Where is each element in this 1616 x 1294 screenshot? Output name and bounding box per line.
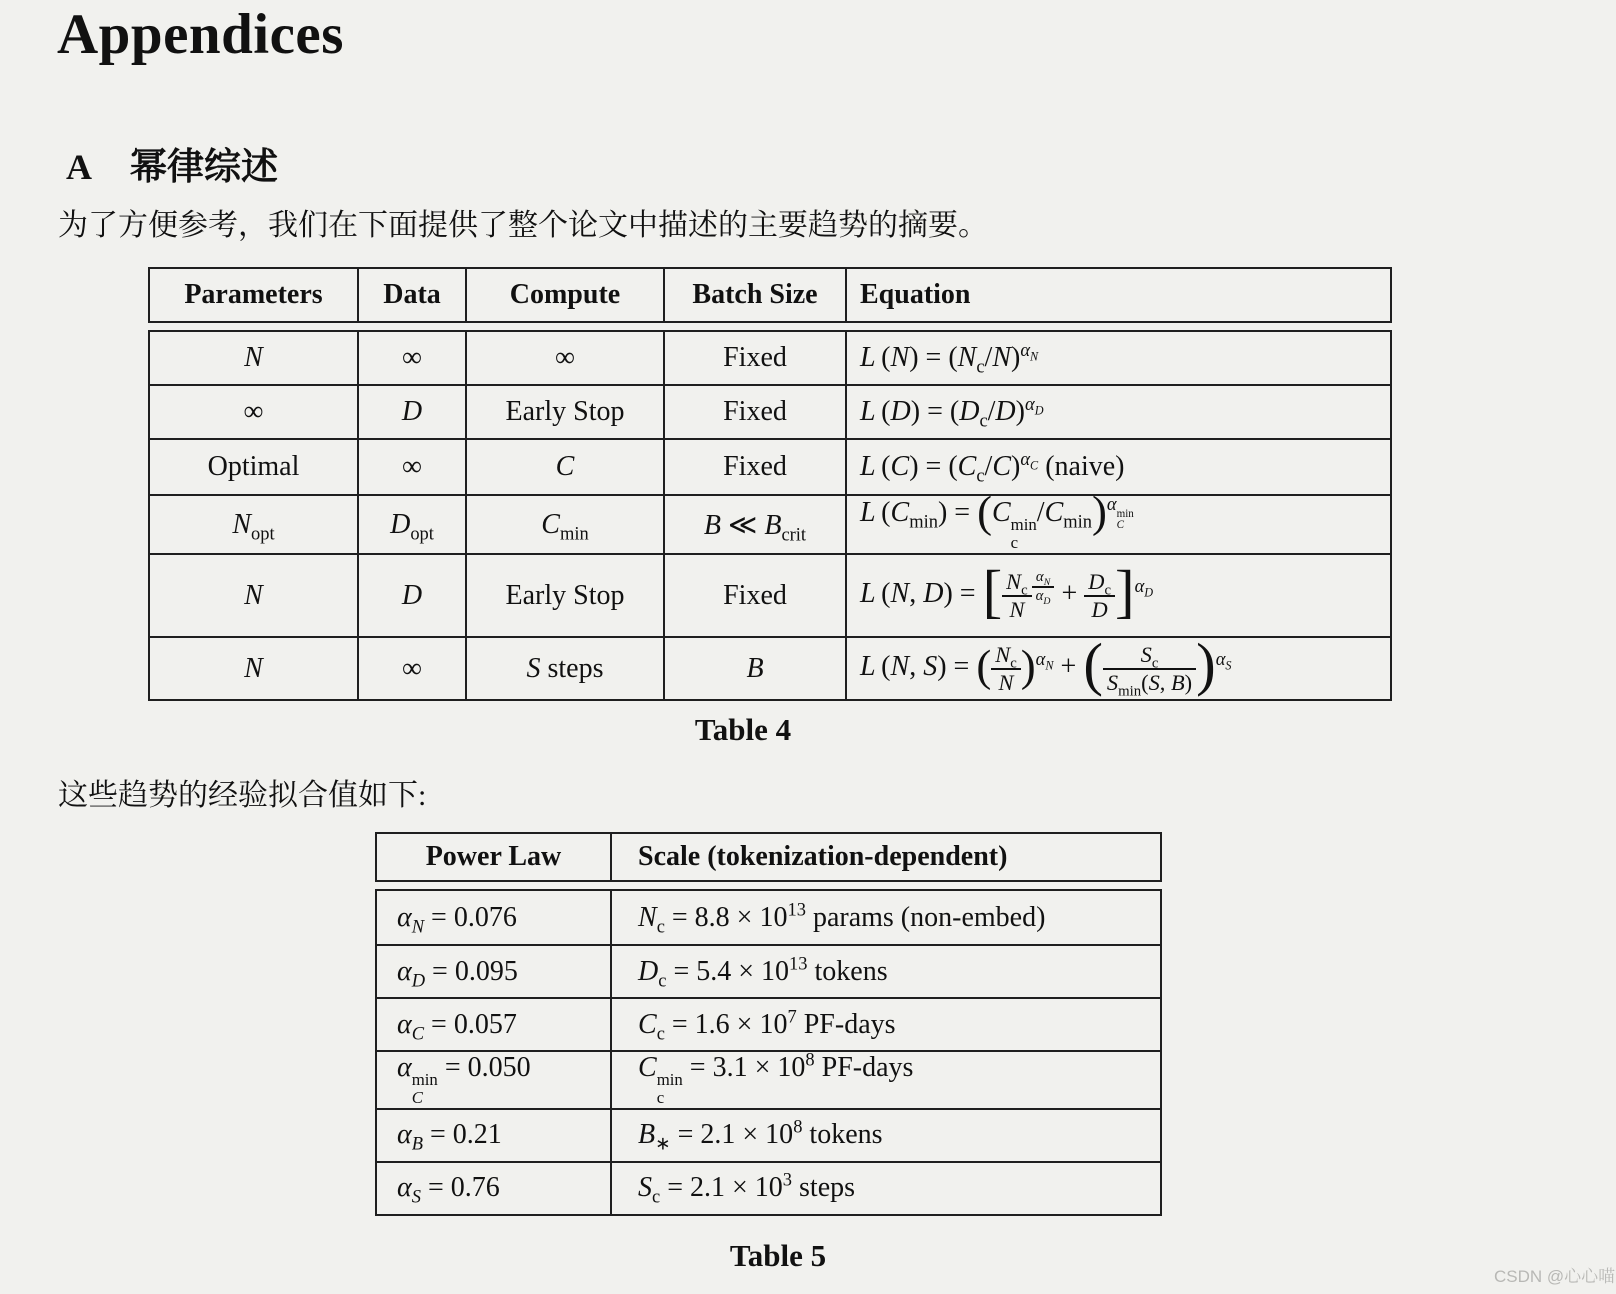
table-row (149, 554, 1391, 637)
t5-r3-power-law: $\alpha_C = 0.057$ (376, 998, 611, 1051)
t4-r4-batch: B ≪ $B_{crit}$ (664, 495, 846, 554)
table-row (149, 385, 1391, 439)
table-4-header (148, 267, 1392, 323)
section-heading (66, 136, 278, 190)
t4-r4-equation: L $(C_{min}) = (C$ min c $/C_{min})^{\alpha min C}$ (846, 495, 1391, 554)
t5-r6-scale: $S_c = 2.1 \times 10^3$ steps (611, 1162, 1161, 1215)
table-4-header-row (149, 268, 1391, 322)
table-4-double-rule-gap (148, 323, 1392, 330)
t5-r2-scale: $D_c = 5.4 \times 10^{13}$ tokens (611, 945, 1161, 998)
table-5-header (375, 832, 1162, 882)
t5-r4-power-law: α min C = 0.050 (376, 1051, 611, 1109)
t4-r3-equation: L $(C) = (C_c/C)^{\alpha_C}$ (naive) (846, 439, 1391, 495)
table-5 (375, 832, 1162, 1216)
table-5-body (375, 889, 1162, 1216)
table-4-body (148, 330, 1392, 701)
table-5-caption: Table 5 (729, 1238, 827, 1273)
table-row (149, 439, 1391, 495)
section-title: 幂律综述 (130, 147, 278, 188)
t4-r2-data: D (358, 385, 466, 439)
table-5-header-row (376, 833, 1161, 881)
t4-r6-batch: B (664, 637, 846, 700)
table-row (376, 945, 1161, 998)
t4-r1-data: ∞ (358, 331, 466, 385)
t4-r3-compute: C (466, 439, 664, 495)
t4-header-data: Data (358, 268, 466, 322)
t5-header-scale: Scale (tokenization-dependent) (611, 833, 1161, 881)
table-row (376, 1109, 1161, 1162)
t4-r3-batch: Fixed (664, 439, 846, 495)
t4-r4-data: $D_{opt}$ (358, 495, 466, 554)
table-row (376, 998, 1161, 1051)
t4-r3-parameters: Optimal (149, 439, 358, 495)
t5-r3-scale: $C_c = 1.6 \times 10^7$ PF-days (611, 998, 1161, 1051)
table-row (376, 1051, 1161, 1109)
t4-r1-parameters: N (149, 331, 358, 385)
t4-r2-batch: Fixed (664, 385, 846, 439)
t5-r5-scale: $B_∗ = 2.1 \times 10^8$ tokens (611, 1109, 1161, 1162)
t4-r2-equation: L $(D) = (D_c/D)^{\alpha_D}$ (846, 385, 1391, 439)
t4-r3-data: ∞ (358, 439, 466, 495)
t4-r5-equation: L (N, D) = [ $\frac{N_c}{N}$ $^{\frac{\alpha_N}{\alpha_D}}$ + $\frac{D_c}{D}$ ]$^{\alpha_D}$ (846, 554, 1391, 637)
fits-paragraph: 这些趋势的经验拟合值如下: (58, 779, 427, 812)
t4-r6-equation: L (N, S) = ( $\frac{N_c}{N}$ )$^{\alpha_N}$ + ( $S_c$ $S_{min}(S$, B) )$^{\alpha_S}$ (846, 637, 1391, 700)
t5-header-power-law: Power Law (376, 833, 611, 881)
t5-r2-power-law: $\alpha_D = 0.095$ (376, 945, 611, 998)
table-row (149, 495, 1391, 554)
page-title: Appendices (57, 3, 344, 66)
table-5-double-rule-gap (375, 882, 1162, 889)
t4-r5-data: D (358, 554, 466, 637)
t5-r4-scale: C min c = $3.1 \times 10^8$ PF-days (611, 1051, 1161, 1109)
table-row (149, 637, 1391, 700)
t4-r6-compute: S steps (466, 637, 664, 700)
t5-r6-power-law: $\alpha_S = 0.76$ (376, 1162, 611, 1215)
t4-r6-data: ∞ (358, 637, 466, 700)
watermark: CSDN @心心喵 (1494, 1267, 1616, 1286)
table-row (149, 331, 1391, 385)
t4-r5-parameters: N (149, 554, 358, 637)
table-4-caption: Table 4 (694, 712, 792, 747)
t5-r1-scale: $N_c = 8.8 \times 10^{13}$ params (non-embed) (611, 890, 1161, 945)
section-label: A (66, 147, 92, 187)
t4-r1-batch: Fixed (664, 331, 846, 385)
t5-r1-power-law: $\alpha_N = 0.076$ (376, 890, 611, 945)
t4-r4-compute: $C_{min}$ (466, 495, 664, 554)
t4-header-equation: Equation (846, 268, 1391, 322)
t4-header-batch-size: Batch Size (664, 268, 846, 322)
table-4 (148, 267, 1392, 701)
table-row (376, 1162, 1161, 1215)
t4-header-compute: Compute (466, 268, 664, 322)
t4-r4-parameters: $N_{opt}$ (149, 495, 358, 554)
table-row (376, 890, 1161, 945)
t4-r6-parameters: N (149, 637, 358, 700)
t5-r5-power-law: $\alpha_B = 0.21$ (376, 1109, 611, 1162)
t4-r5-compute: Early Stop (466, 554, 664, 637)
t4-r2-parameters: ∞ (149, 385, 358, 439)
t4-r2-compute: Early Stop (466, 385, 664, 439)
t4-header-parameters: Parameters (149, 268, 358, 322)
t4-r1-equation: L $(N) = (N_c/N)^{\alpha_N}$ (846, 331, 1391, 385)
t4-r5-batch: Fixed (664, 554, 846, 637)
intro-paragraph: 为了方便参考，我们在下面提供了整个论文中描述的主要趋势的摘要。 (58, 209, 988, 242)
t4-r1-compute: ∞ (466, 331, 664, 385)
